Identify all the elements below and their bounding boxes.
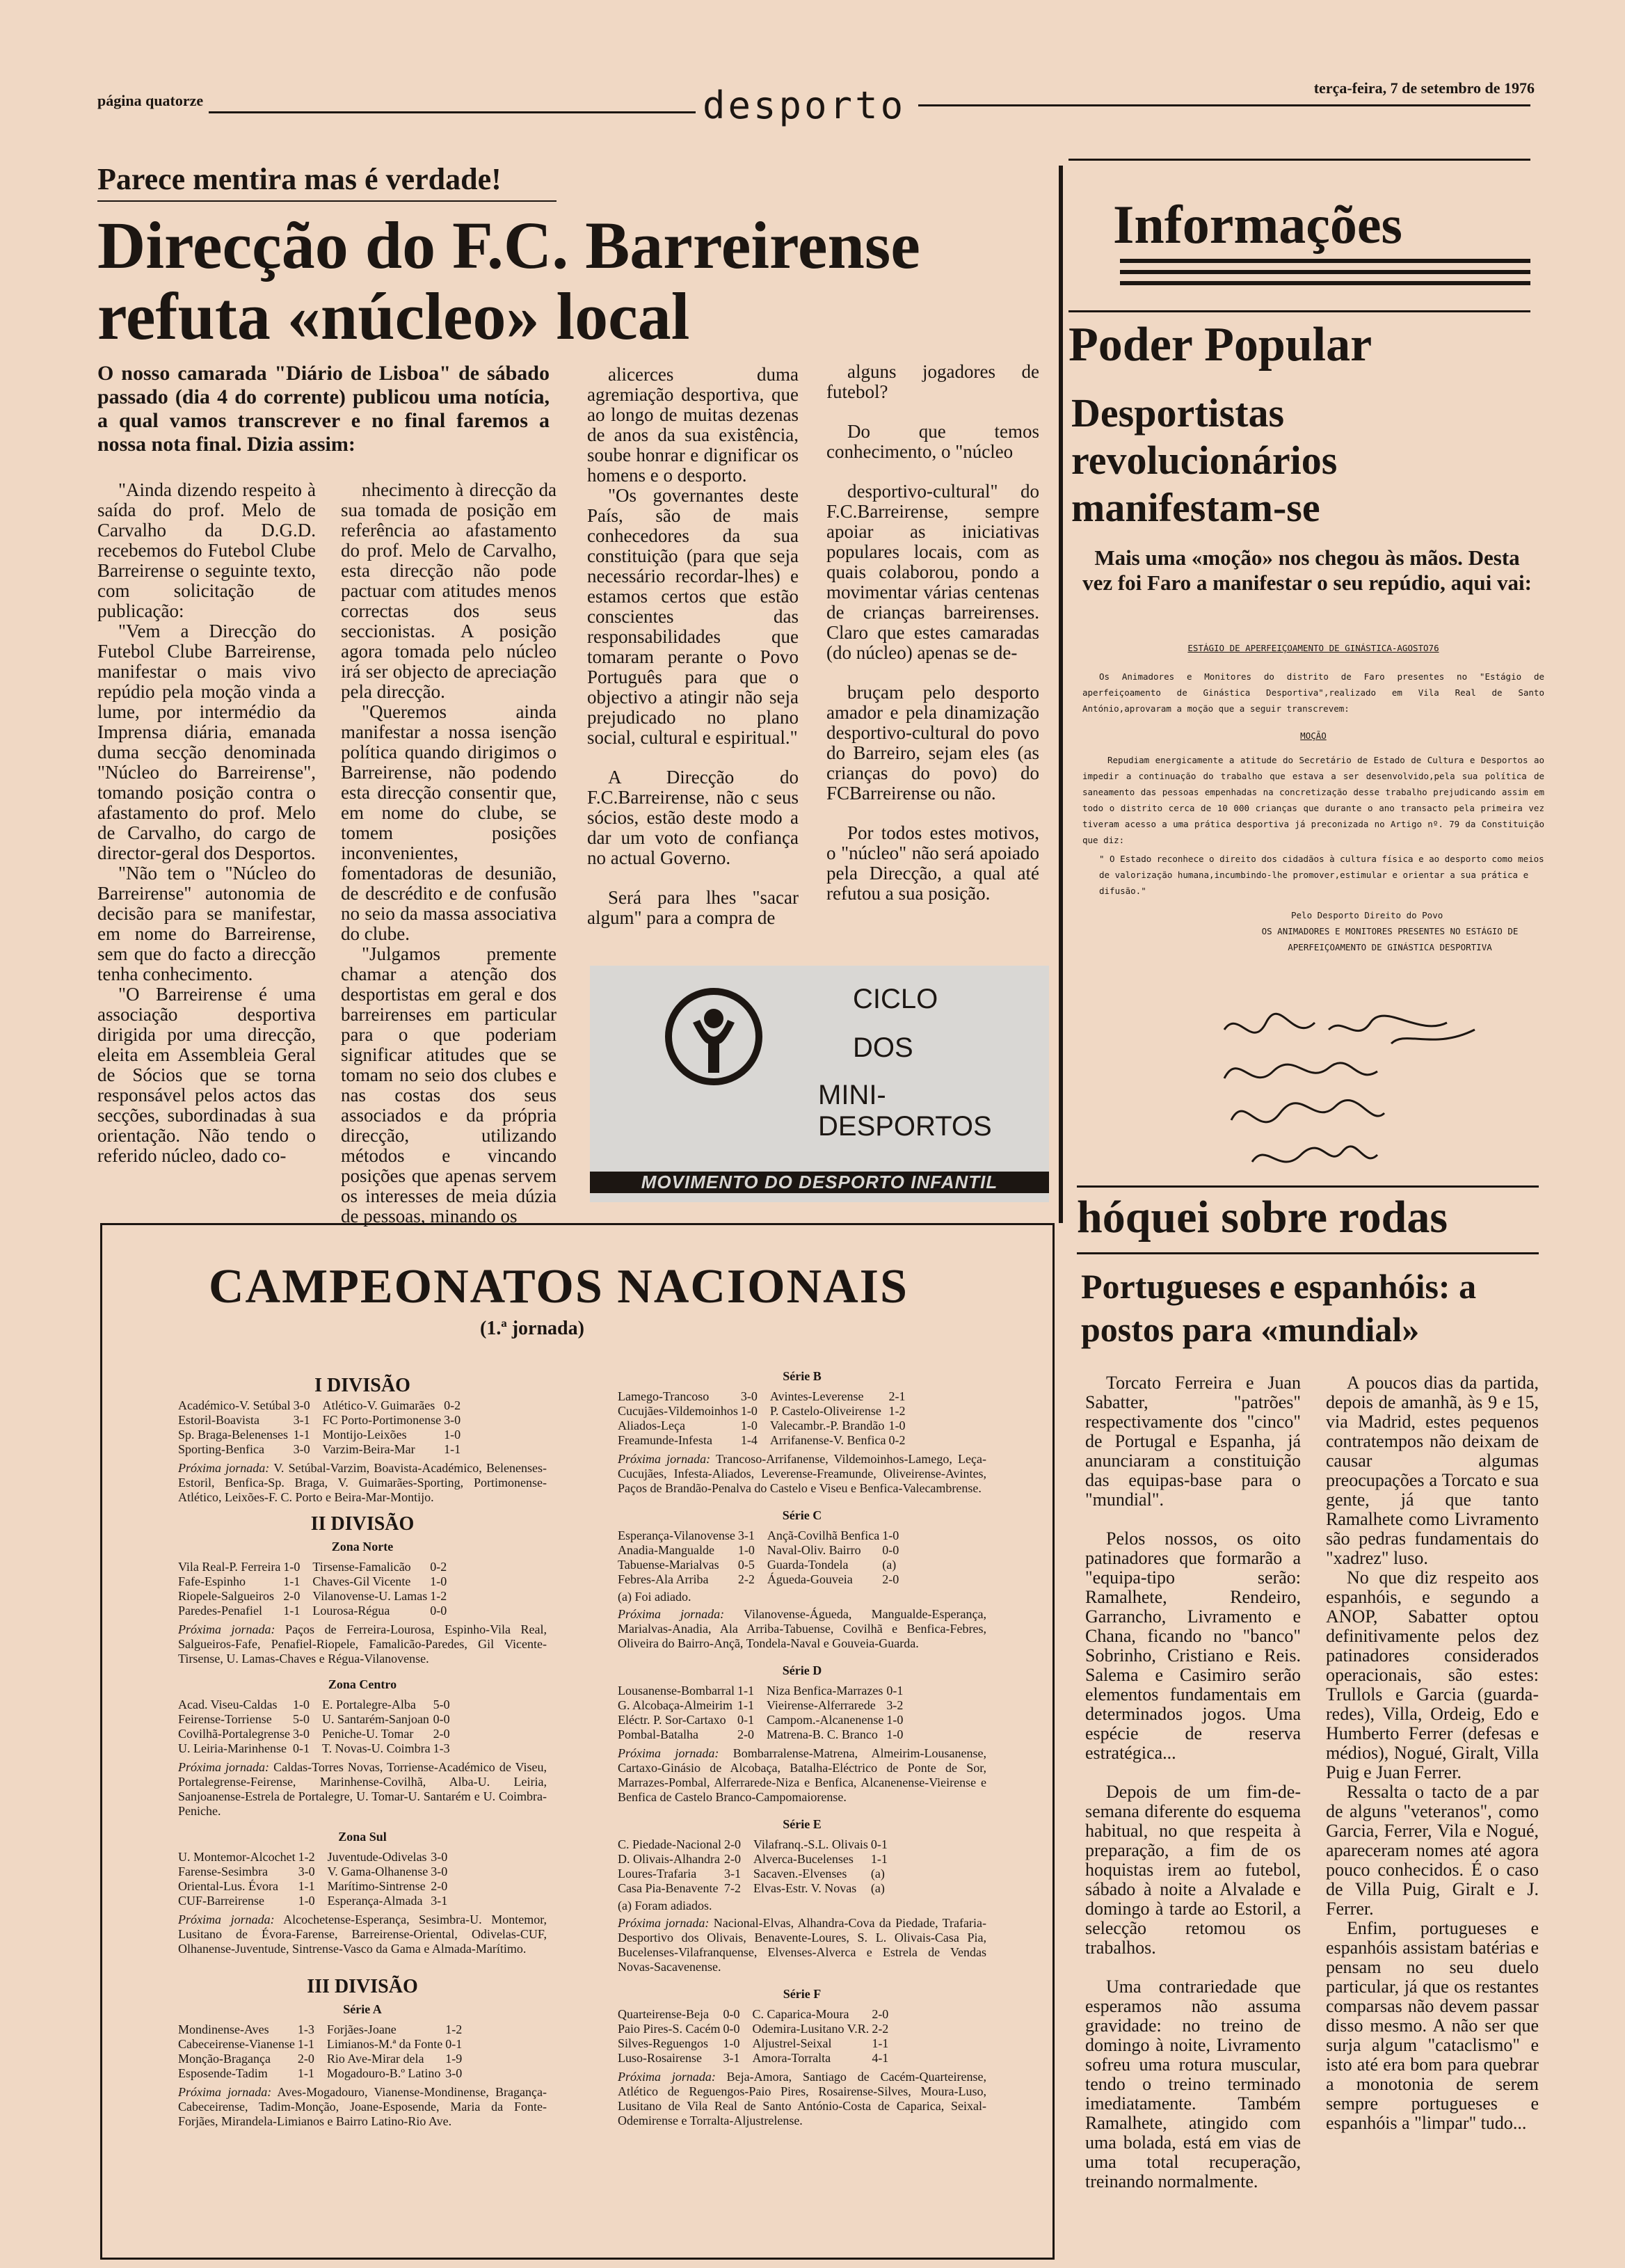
match: Cabeceirense-Vianense (178, 2037, 295, 2051)
match: Marítimo-Sintrense (327, 1879, 426, 1893)
serie-b-results (618, 1389, 908, 1448)
score: 1-4 (740, 1433, 758, 1447)
serie-b-next-round (618, 1452, 986, 1496)
serie-c-results (618, 1528, 902, 1587)
score: 0-0 (430, 1604, 447, 1618)
column-divider (1059, 166, 1063, 1223)
match: Académico-V. Setúbal (178, 1398, 291, 1412)
serie-d-heading: Série D (782, 1663, 822, 1677)
zona-sul-next-round (178, 1912, 547, 1956)
match: Acad. Viseu-Caldas (178, 1698, 278, 1711)
div2-heading: II DIVISÃO (310, 1513, 415, 1535)
match: Guarda-Tondela (767, 1558, 849, 1572)
score: 5-0 (433, 1698, 450, 1711)
score: 3-0 (292, 1727, 310, 1741)
next-round-label: Próxima jornada: (618, 1607, 725, 1621)
score: 1-0 (298, 1894, 315, 1908)
match: Juventude-Odivelas (327, 1850, 427, 1864)
match: FC Porto-Portimonense (322, 1413, 442, 1427)
next-round-text: Trancoso-Arrifanense, Vildemoinhos-Lamego, Leça-Cucujães, Infesta-Aliados, Leverense-Freamunde, Oliveirense-Avintes, Paços de Brandão-Penalva do Castelo e Viseu e Benfica-Valecambrense. (618, 1452, 986, 1495)
article-column-3 (587, 365, 799, 928)
score: 1-0 (444, 1428, 461, 1442)
paragraph: alguns jogadores de futebol? (826, 361, 1039, 402)
header-rule-right (918, 104, 1530, 106)
match: Feirense-Torriense (178, 1712, 272, 1726)
match: Aliados-Leça (618, 1419, 685, 1432)
score: 0-2 (888, 1433, 906, 1447)
match: Esperança-Almada (327, 1894, 423, 1908)
match: Anadia-Mangualde (618, 1543, 714, 1557)
next-round-text: V. Setúbal-Varzim, Boavista-Académico, Belenenses-Estoril, Benfica-Sp. Braga, V. Guimarães-Sporting, Portimonense-Atlético, Leixões-F. C. Porto e Beira-Mar-Montijo. (178, 1461, 547, 1504)
next-round-text: Nacional-Elvas, Alhandra-Cova da Piedade, Trafaria-Desportivo dos Olivais, Benavente-Loures, S. L. Olivais-Casa Pia, Bucelenses-Vilafranquense, Elvenses-Alverca e Estrela de Vendas Novas-Sacavenense. (618, 1916, 986, 1974)
score: 1-1 (283, 1604, 301, 1618)
score: 1-1 (444, 1442, 461, 1456)
match: Vieirense-Alferrarede (766, 1698, 876, 1712)
next-round-text: Bombarralense-Matrena, Almeirim-Lousanense, Cartaxo-Ginásio de Alcobaça, Batalha-Eléctrico de Ponte de Sor, Marrazes-Pombal, Alferrarede-Niza e Benfica, Alcanenense-Vieirense e Benfica de Castelo Branco-Campomaiorense. (618, 1746, 986, 1804)
zona-norte-next-round (178, 1622, 547, 1666)
serie-f-next-round (618, 2070, 986, 2128)
match: Valecambr.-P. Brandão (769, 1419, 885, 1432)
match: Matrena-B. C. Branco (766, 1727, 878, 1741)
paragraph: A Direcção do F.C.Barreirense, não c seus sócios, estão deste modo a dar um voto de confiança no actual Governo. (587, 767, 799, 868)
paragraph: Pelos nossos, os oito patinadores que formarão a "equipa-tipo serão: Ramalhete, Rendeiro, Garrancho, Livramento e Chana, ficando no "banco" Sobrinho, Cristiano e Reis. Salema e Casimiro serão elementos fundamentais em determinados jogos. Uma espécie de reserva estratégica... (1085, 1528, 1301, 1763)
score: 3-0 (431, 1864, 448, 1878)
score: 3-0 (445, 2066, 463, 2080)
match: U. Montemor-Alcochet (178, 1850, 296, 1864)
score: 3-0 (298, 1864, 315, 1878)
paragraph: "Não tem o "Núcleo do Barreirense" autonomia de decisão para se manifestar, em nome do Barreirense, sem que do facto a direcção tenha conhecimento. (97, 863, 316, 984)
match: Paredes-Penafiel (178, 1604, 262, 1618)
match: Vilanovense-U. Lamas (312, 1589, 428, 1603)
score: 1-1 (297, 2066, 314, 2080)
match: Elvas-Estr. V. Novas (753, 1881, 857, 1895)
score: 0-1 (445, 2037, 463, 2051)
info-rule-3 (1120, 281, 1530, 285)
results-right-column (618, 1369, 986, 2128)
paragraph: alicerces duma agremiação desportiva, que ao longo de muitas dezenas de anos da sua existência, soube honrar e dignificar os homens e o desporto. (587, 364, 799, 486)
match: Campom.-Alcanenense (766, 1713, 884, 1727)
score: 2-0 (882, 1572, 899, 1586)
serie-e-note: (a) Foram adiados. (618, 1899, 712, 1912)
match: Mondinense-Aves (178, 2022, 269, 2036)
next-round-label: Próxima jornada: (178, 1622, 275, 1636)
serie-d-next-round (618, 1746, 986, 1805)
score: 1-0 (888, 1419, 906, 1432)
score: 0-1 (737, 1713, 754, 1727)
score: 0-2 (444, 1398, 461, 1412)
match: Tirsense-Famalicão (312, 1560, 411, 1574)
poder-popular-title: Poder Popular (1068, 318, 1372, 372)
score: 1-0 (430, 1574, 447, 1588)
match: Niza Benfica-Marrazes (766, 1684, 883, 1698)
paragraph: "Julgamos premente chamar a atenção dos desportistas em geral e dos barreirenses em particular para o que poderiam significar atitudes que se tomam no seio dos clubes e nas costas dos seus associados e da própria direcção, utilizando métodos e vincando posições que apenas servem os interesses de meia dúzia de pessoas, minando os (341, 943, 557, 1227)
next-round-label: Próxima jornada: (618, 1746, 719, 1760)
paragraph: Depois de um fim-de-semana diferente do esquema habitual, no que respeita à preparação, a fim de os hoquistas irem ao futebol, sábado à noite a Alvalade e domingo à tarde ao Estoril, a selecção retomou os trabalhos. (1085, 1782, 1301, 1958)
score: 0-1 (886, 1684, 904, 1698)
match: CUF-Barreirense (178, 1894, 264, 1908)
match: Lamego-Trancoso (618, 1389, 710, 1403)
score: 1-1 (737, 1684, 754, 1698)
score: 2-0 (723, 1852, 741, 1866)
match: C. Piedade-Nacional (618, 1837, 721, 1851)
paragraph: "O Barreirense é uma associação desportiva dirigida por uma direcção, eleita em Assembleia Geral de Sócios que se torna responsável pelos actos das secções, subordinadas à sua orientação. Não tendo o referido núcleo, dado co- (97, 984, 316, 1166)
next-round-text: Beja-Amora, Santiago de Cacém-Quarteirense, Atlético de Reguengos-Paio Pires, Rosairense-Silves, Moura-Luso, Lusitano de Vila Real de Santo António-Costa de Caparica, Seixal-Odemirense e Torralta-Aljustrelense. (618, 2070, 986, 2127)
paragraph: "Ainda dizendo respeito à saída do prof. Melo de Carvalho da D.G.D. recebemos do Futebol Clube Barreirense o seguinte texto, com solicitação de publicação: (97, 479, 316, 621)
next-round-label: Próxima jornada: (618, 1916, 710, 1930)
score: 1-3 (297, 2022, 314, 2036)
score: 2-0 (431, 1879, 448, 1893)
zona-norte-results (178, 1560, 449, 1618)
serie-a-results (178, 2022, 465, 2081)
motion-sign-2: OS ANIMADORES E MONITORES PRESENTES NO ESTÁGIO DE APERFEIÇOAMENTO DE GINÁSTICA DESPORTIVA (1261, 926, 1519, 952)
match: V. Gama-Olhanense (327, 1864, 429, 1878)
score: 3-0 (740, 1389, 758, 1403)
score: 3-1 (723, 1867, 741, 1880)
match: Chaves-Gil Vicente (312, 1574, 411, 1588)
match: Peniche-U. Tomar (321, 1727, 414, 1741)
desportistas-subheading: Mais uma «moção» nos chegou às mãos. Desta vez foi Faro a manifestar o seu repúdio, aqui vai: (1082, 545, 1532, 595)
div1-next-round (178, 1461, 547, 1505)
ciclo-line-1: CICLO (853, 984, 938, 1014)
score: 0-1 (870, 1837, 888, 1851)
match: Sacaven.-Elvenses (753, 1867, 847, 1880)
zona-norte-heading: Zona Norte (331, 1540, 394, 1554)
paragraph: Enfim, portugueses e espanhóis assistam batérias e pensam no seu duelo particular, já que os restantes comparsas não devem passar disso mesmo. A não ser que surja algum "cataclismo" e isto até era bom para quebrar a monotonia de serem sempre portugueses e espanhóis a "limpar" tudo... (1326, 1918, 1539, 2133)
score: 3-1 (723, 2051, 740, 2065)
ciclo-mini-desportos-ad (590, 966, 1049, 1202)
match: Quarteirense-Beja (618, 2007, 709, 2021)
serie-a-heading: Série A (343, 2002, 382, 2016)
next-round-text: Alcochetense-Esperança, Sesimbra-U. Montemor, Lusitano de Évora-Farense, Barreirense-Oriental, Odivelas-CUF, Olhanense-Juventude, Sintrense-Vasco da Gama e Almada-Marítimo. (178, 1912, 547, 1956)
match: U. Leiria-Marinhense (178, 1741, 287, 1755)
article-lead: O nosso camarada "Diário de Lisboa" de sábado passado (dia 4 do corrente) publicou uma notícia, a qual vamos transcrever e no final faremos a nossa nota final. Dizia assim: (97, 362, 550, 456)
issue-date: terça-feira, 7 de setembro de 1976 (1313, 79, 1535, 97)
info-rule-4 (1068, 310, 1530, 312)
paragraph: Será para lhes "sacar algum" para a compra de (587, 887, 799, 928)
score: 3-1 (737, 1528, 755, 1542)
score: 1-1 (298, 1879, 315, 1893)
match: T. Novas-U. Coimbra (321, 1741, 431, 1755)
ciclo-banner: MOVIMENTO DO DESPORTO INFANTIL (590, 1172, 1049, 1193)
serie-e-next-round (618, 1916, 986, 1974)
serie-a-next-round (178, 2085, 547, 2129)
match: Alverca-Bucelenses (753, 1852, 854, 1866)
motion-body: Repudiam energicamente a atitude do Secretário de Estado de Cultura e Desportos ao impedir a continuação do trabalho que estava a ser desenvolvido,pela sua política de saneamento das pessoas empenhadas na concretização desse trabalho prejudicando assim em todo o distrito cerca de 10 000 crianças que durante o ano transacto pela primeira vez tiveram acesso a uma prática desportiva já preconizada no Artigo nº. 79 da Constituição que diz: (1082, 755, 1544, 845)
score: 1-2 (430, 1589, 447, 1603)
score: 2-0 (297, 2052, 314, 2066)
next-round-label: Próxima jornada: (178, 1760, 270, 1774)
next-round-text: Aves-Mogadouro, Vianense-Mondinense, Bragança-Cabeceirense, Tadim-Monção, Joane-Esposende, Maria da Fonte-Forjães, Mirandela-Limianos e Bairro Latino-Rio Ave. (178, 2085, 547, 2128)
match: Limianos-M.ª da Fonte (326, 2037, 443, 2051)
score: 2-1 (888, 1389, 906, 1403)
motion-label: MOÇÃO (1300, 730, 1327, 741)
match: Mogadouro-B.º Latino (326, 2066, 441, 2080)
score: (a) (870, 1881, 885, 1895)
info-top-rule (1068, 159, 1530, 161)
match: Fafe-Espinho (178, 1574, 246, 1588)
match: Odemira-Lusitano V.R. (752, 2022, 870, 2036)
score: 0-0 (882, 1543, 899, 1557)
paragraph: "Vem a Direcção do Futebol Clube Barreirense, manifestar o mais vivo repúdio pela moção vinda a lume, por intermédio da Imprensa diária, emanada duma secção denominada "Núcleo do Barreirense", tomando posição contra o afastamento do prof. Melo de Carvalho, do cargo de director-geral dos Desportos. (97, 621, 316, 863)
match: Sporting-Benfica (178, 1442, 264, 1456)
score: 1-2 (888, 1404, 906, 1418)
zona-sul-results (178, 1850, 450, 1908)
match: Forjães-Joane (326, 2022, 397, 2036)
section-title: desporto (703, 83, 906, 127)
movement-logo-icon (665, 988, 762, 1085)
article-kicker: Parece mentira mas é verdade! (97, 162, 502, 196)
hoquei-title: hóquei sobre rodas (1077, 1192, 1448, 1243)
score: 3-1 (293, 1413, 310, 1427)
paragraph: "Queremos ainda manifestar a nossa isenção política quando dirigimos o Barreirense, não podendo esta direcção consentir que, em nome do clube, se tomem posições inconvenientes, fomentadoras de desunião, de descrédito e de confusão no seio da massa associativa do clube. (341, 701, 557, 944)
serie-c-note: (a) Foi adiado. (618, 1590, 691, 1604)
next-round-text: Caldas-Torres Novas, Torriense-Académico de Viseu, Portalegrense-Feirense, Marinhense-Covilhã, Alba-U. Leiria, Sanjoanense-Estrela de Portalegre, U. Tomar-U. Santarém e U. Coimbra-Peniche. (178, 1760, 547, 1818)
match: Riopele-Salgueiros (178, 1589, 274, 1603)
match: Paio Pires-S. Cacém (618, 2022, 721, 2036)
score: (a) (882, 1558, 897, 1572)
hoquei-rule (1077, 1252, 1539, 1254)
page-label: página quatorze (97, 92, 204, 109)
serie-c-next-round (618, 1607, 986, 1651)
match: Vila Real-P. Ferreira (178, 1560, 281, 1574)
hoquei-headline: Portugueses e espanhóis: a postos para «mundial» (1081, 1267, 1477, 1349)
score: 2-0 (872, 2007, 889, 2021)
score: 3-0 (431, 1850, 448, 1864)
score: 2-2 (737, 1572, 755, 1586)
paragraph: nhecimento à direcção da sua tomada de posição em referência ao afastamento do prof. Melo de Carvalho, esta direcção não pode pactuar com atitudes menos correctas dos seus seccionistas. A posição agora tomada pelo núcleo irá ser objecto de apreciação pela direcção. (341, 479, 557, 702)
match: Esperança-Vilanovense (618, 1528, 735, 1542)
article-column-1 (97, 480, 316, 1166)
article-headline: Direcção do F.C. Barreirense refuta «núcleo» local (97, 208, 920, 353)
score: 1-9 (445, 2052, 463, 2066)
paragraph: Do que temos conhecimento, o "núcleo (826, 421, 1039, 462)
info-rule-1 (1120, 259, 1530, 263)
match: Montijo-Leixões (322, 1428, 407, 1442)
match: Pombal-Batalha (618, 1727, 698, 1741)
score: 1-2 (298, 1850, 315, 1864)
match: Farense-Sesimbra (178, 1864, 268, 1878)
div1-results (178, 1398, 463, 1457)
score: 3-0 (444, 1413, 461, 1427)
score: 1-3 (433, 1741, 450, 1755)
score: 0-0 (433, 1712, 450, 1726)
score: 3-0 (293, 1442, 310, 1456)
score: 3-2 (886, 1698, 904, 1712)
score: 0-5 (737, 1558, 755, 1572)
next-round-text: Paços de Ferreira-Lourosa, Espinho-Vila Real, Salgueiros-Fafe, Penafiel-Riopele, Famalicão-Paredes, Gil Vicente-Tirsense, U. Lamas-Chaves e Régua-Vilanovense. (178, 1622, 547, 1666)
match: Luso-Rosairense (618, 2051, 702, 2065)
score: 1-1 (293, 1428, 310, 1442)
match: Ançã-Covilhã Benfica (767, 1528, 880, 1542)
match: Naval-Oliv. Bairro (767, 1543, 861, 1557)
match: Cucujães-Vildemoinhos (618, 1404, 738, 1418)
score: 1-1 (283, 1574, 301, 1588)
motion-quote: " O Estado reconhece o direito dos cidadãos à cultura física e ao desporto como meios de valorização humana,incumbindo-lhe promover,estimular e orientar a sua prática e difusão." (1099, 854, 1544, 896)
zona-centro-results (178, 1698, 453, 1756)
match: U. Santarém-Sanjoan (321, 1712, 429, 1726)
match: Águeda-Gouveia (767, 1572, 853, 1586)
score: 1-0 (886, 1727, 904, 1741)
match: Silves-Reguengos (618, 2036, 708, 2050)
desportistas-headline: Desportistas revolucionários manifestam-se (1071, 390, 1338, 530)
article-column-4 (826, 362, 1039, 904)
campeonatos-subtitle: (1.ª jornada) (480, 1318, 584, 1339)
match: Eléctr. P. Sor-Cartaxo (618, 1713, 726, 1727)
score: 1-0 (283, 1560, 301, 1574)
match: Tabuense-Marialvas (618, 1558, 719, 1572)
hoquei-column-2 (1326, 1373, 1539, 2133)
zona-centro-next-round (178, 1760, 547, 1819)
match: Sp. Braga-Belenenses (178, 1428, 288, 1442)
match: Amora-Torralta (752, 2051, 831, 2065)
motion-title: ESTÁGIO DE APERFEIÇOAMENTO DE GINÁSTICA-AGOSTO76 (1187, 643, 1439, 653)
match: Atlético-V. Guimarães (322, 1398, 435, 1412)
serie-e-heading: Série E (783, 1817, 822, 1831)
hoquei-column-1 (1085, 1373, 1301, 2191)
match: Lousanense-Bombarral (618, 1684, 735, 1698)
serie-d-results (618, 1684, 906, 1742)
info-rule-2 (1120, 270, 1530, 274)
match: D. Olivais-Alhandra (618, 1852, 720, 1866)
match: Vilafranq.-S.L. Olivais (753, 1837, 868, 1851)
score: 1-0 (737, 1543, 755, 1557)
zona-centro-heading: Zona Centro (328, 1677, 397, 1691)
serie-f-results (618, 2007, 891, 2066)
score: 2-0 (737, 1727, 754, 1741)
match: C. Caparica-Moura (752, 2007, 849, 2021)
match: P. Castelo-Oliveirense (769, 1404, 881, 1418)
match: Febres-Ala Arriba (618, 1572, 709, 1586)
match: E. Portalegre-Alba (321, 1698, 416, 1711)
score: 4-1 (872, 2051, 889, 2065)
score: 3-0 (293, 1398, 310, 1412)
campeonatos-title: CAMPEONATOS NACIONAIS (209, 1260, 908, 1313)
handwritten-signatures (1210, 1002, 1503, 1183)
next-round-label: Próxima jornada: (618, 1452, 711, 1466)
results-left-column (178, 1373, 547, 2129)
header-rule-left (209, 111, 696, 113)
next-round-text: Vilanovense-Águeda, Mangualde-Esperança, Marialvas-Anadia, Ala Arriba-Tabuense, Covilhã e Benfica-Febres, Oliveira do Bairro-Ançã, Tondela-Naval e Gouveia-Guarda. (618, 1607, 986, 1650)
match: Covilhã-Portalegrense (178, 1727, 290, 1741)
next-round-label: Próxima jornada: (178, 2085, 272, 2099)
score: 1-2 (445, 2022, 463, 2036)
informacoes-title: Informações (1113, 194, 1402, 255)
paragraph: Ressalta o tacto de a par de alguns "veteranos", como Garcia, Ferrer, Vila e Nogué, apareceram nomes até agora pouco conhecidos. É o caso de Villa Puig, Giralt e J. Ferrer. (1326, 1782, 1539, 1919)
score: 0-0 (723, 2007, 740, 2021)
serie-f-heading: Série F (783, 1987, 822, 2001)
hoquei-top-rule (1077, 1185, 1539, 1188)
score: 2-0 (283, 1589, 301, 1603)
match: G. Alcobaça-Almeirim (618, 1698, 733, 1712)
ciclo-line-3: MINI-DESPORTOS (818, 1080, 992, 1142)
match: Casa Pia-Benavente (618, 1881, 719, 1895)
score: 1-1 (872, 2036, 889, 2050)
score: 1-0 (292, 1698, 310, 1711)
serie-b-heading: Série B (783, 1369, 822, 1383)
motion-document (1082, 640, 1544, 955)
score: 5-0 (292, 1712, 310, 1726)
div3-heading: III DIVISÃO (307, 1976, 418, 1997)
article-column-2 (341, 480, 557, 1227)
match: Varzim-Beira-Mar (322, 1442, 415, 1456)
next-round-label: Próxima jornada: (178, 1912, 275, 1926)
match: Loures-Trafaria (618, 1867, 697, 1880)
score: 0-0 (723, 2022, 740, 2036)
score: 1-1 (870, 1852, 888, 1866)
zona-sul-heading: Zona Sul (338, 1830, 387, 1844)
ciclo-line-2: DOS (853, 1032, 913, 1063)
serie-c-heading: Série C (782, 1508, 822, 1522)
score: 1-0 (882, 1528, 899, 1542)
paragraph: "Os governantes deste País, são de mais conhecedores da sua constituição (para que seja necessário recordar-lhes) e estamos certos que estão conscientes das responsabilidades que tomaram perante o Povo Português para que o objectivo a atingir não seja prejudicado no plano social, cultural e espiritual." (587, 485, 799, 748)
paragraph: bruçam pelo desporto amador e pela dinamização desportivo-cultural do povo do Barreiro, sejam eles (as crianças do povo) do FCBarreirense ou não. (826, 682, 1039, 804)
kicker-rule (97, 200, 557, 202)
paragraph: Uma contrariedade que esperamos não assuma gravidade: no treino de domingo à noite, Livramento sofreu uma rotura muscular, tendo o treino terminado imediatamente. Também Ramalhete, atingido com uma bolada, está em vias de uma total recuperação, treinando normalmente. (1085, 1976, 1301, 2191)
next-round-label: Próxima jornada: (178, 1461, 270, 1475)
score: 2-2 (872, 2022, 889, 2036)
match: Monção-Bragança (178, 2052, 271, 2066)
match: Oriental-Lus. Évora (178, 1879, 278, 1893)
paragraph: A poucos dias da partida, depois de amanhã, às 9 e 15, via Madrid, estes pequenos contratempos não deixam de causar algumas preocupações a Torcato e sua gente, já que tanto Ramalhete como Livramento são pedras fundamentais do "xadrez" luso. (1326, 1373, 1539, 1568)
match: Arrifanense-V. Benfica (769, 1433, 886, 1447)
match: Freamunde-Infesta (618, 1433, 712, 1447)
paragraph: desportivo-cultural" do F.C.Barreirense, sempre apoiar as iniciativas populares locais, com as quais colaborou, pondo a movimentar várias centenas de crianças barreirenses. Claro que estes camaradas (do núcleo) apenas se de- (826, 481, 1039, 663)
serie-e-results (618, 1837, 890, 1896)
motion-intro: Os Animadores e Monitores do distrito de Faro presentes no "Estágio de aperfeiçoamento de Ginástica Desportiva",realizado em Vila Real de Santo António,aprovaram a moção que a seguir transcrevem: (1082, 671, 1544, 714)
score: 1-1 (297, 2037, 314, 2051)
score: (a) (870, 1867, 885, 1880)
score: 1-0 (886, 1713, 904, 1727)
div1-heading: I DIVISÃO (314, 1375, 410, 1396)
score: 0-2 (430, 1560, 447, 1574)
score: 1-0 (740, 1419, 758, 1432)
paragraph: Torcato Ferreira e Juan Sabatter, "patrões" respectivamente dos "cinco" de Portugal e Espanha, já anunciaram a constituição das equipas-base para o "mundial". (1085, 1373, 1301, 1510)
match: Estoril-Boavista (178, 1413, 259, 1427)
paragraph: Por todos estes motivos, o "núcleo" não será apoiado pela Direcção, a qual até refutou a sua posição. (826, 822, 1039, 904)
score: 2-0 (433, 1727, 450, 1741)
match: Rio Ave-Mirar dela (326, 2052, 424, 2066)
score: 0-1 (292, 1741, 310, 1755)
match: Lourosa-Régua (312, 1604, 390, 1618)
match: Avintes-Leverense (769, 1389, 864, 1403)
match: Esposende-Tadim (178, 2066, 268, 2080)
next-round-label: Próxima jornada: (618, 2070, 716, 2084)
match: Aljustrel-Seixal (752, 2036, 832, 2050)
paragraph: No que diz respeito aos espanhóis, e segundo a ANOP, Sabatter optou definitivamente pelos dez patinadores considerados operacionais, são estes: Trullols e Garcia (guarda-redes), Villa, Ordeig, Edo e Humberto Ferrer (defesas e médios), Nogué, Giralt, Villa Puig e Juan Ferrer. (1326, 1567, 1539, 1782)
score: 2-0 (723, 1837, 741, 1851)
score: 1-0 (723, 2036, 740, 2050)
score: 3-1 (431, 1894, 448, 1908)
score: 7-2 (723, 1881, 741, 1895)
score: 1-0 (740, 1404, 758, 1418)
motion-sign-1: Pelo Desporto Direito do Povo (1291, 910, 1443, 920)
score: 1-1 (737, 1698, 754, 1712)
